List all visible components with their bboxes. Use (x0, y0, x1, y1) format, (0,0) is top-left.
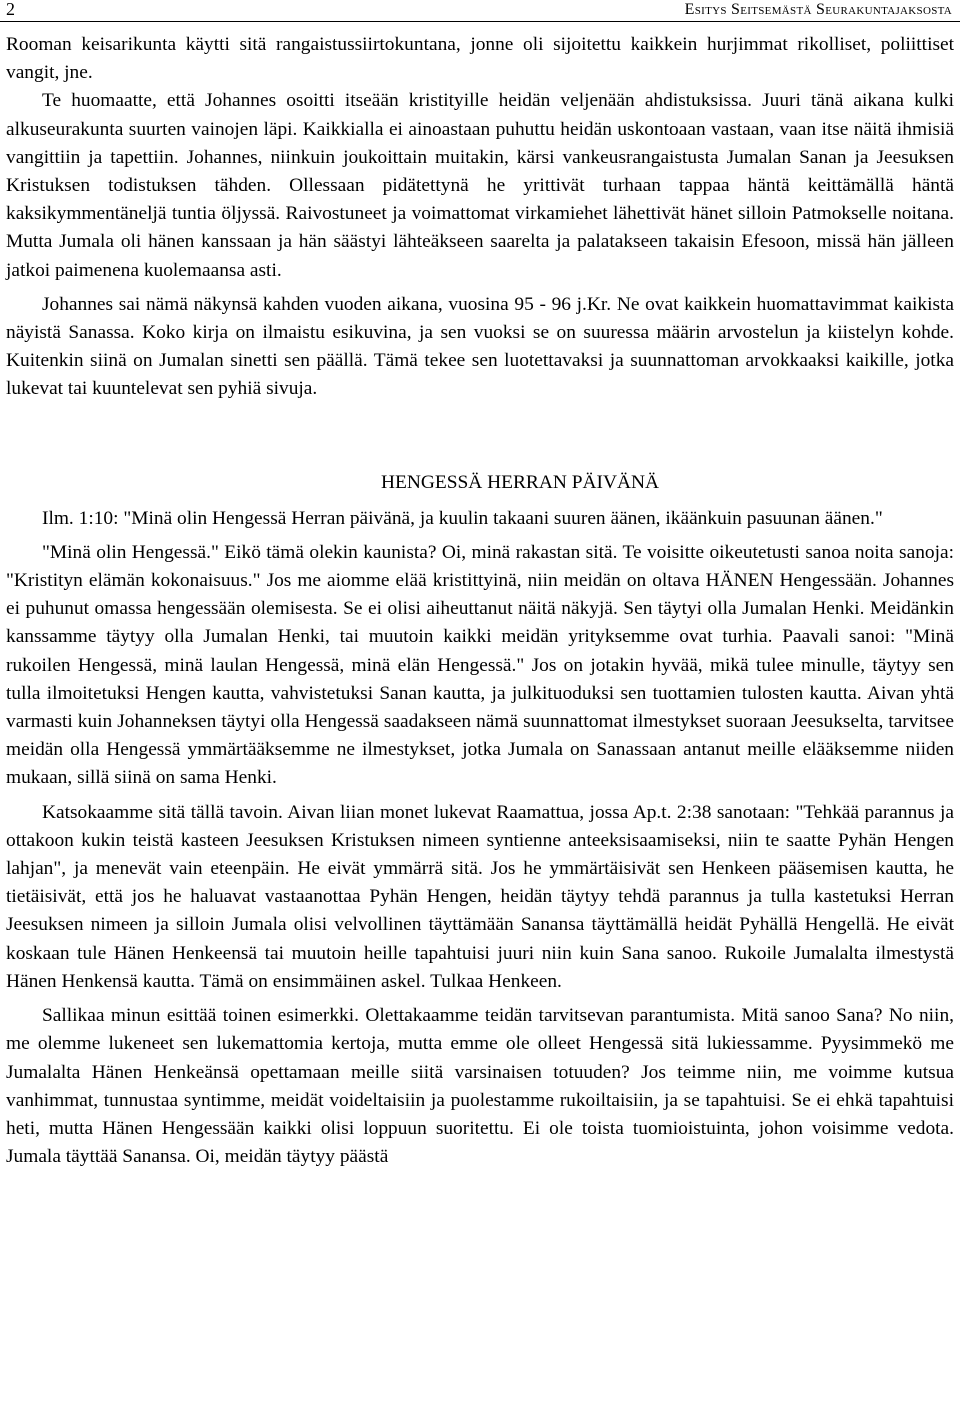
page-number: 2 (6, 0, 15, 19)
paragraph-2: Te huomaatte, että Johannes osoitti itseään kristityille heidän veljenään ahdistuksissa. Juuri tänä aikana kulki alkuseurakunta suurten vainojen läpi. Kaikkialla ei ainoastaan puhuttu heidän uskontoaan vastaan, vaan itse näitä ihmisiä vangittiin ja tapettiin. Johannes, niinkuin joukoittain muitakin, kärsi vankeusrangaistusta Jumalan Sanan ja Jeesuksen Kristuksen todistuksen tähden. Ollessaan pidätettynä he yrittivät turhaan tappaa häntä keittämällä häntä kaksikymmentäneljä tuntia öljyssä. Raivostuneet ja voimattomat virkamiehet lähettivät hänet silloin Patmokselle noitana. Mutta Jumala oli hänen kanssaan ja hän säästyi lähteäkseen saarelta ja palatakseen takaisin Efesoon, missä hän jälleen jatkoi paimenena kuolemaansa asti. (6, 90, 954, 281)
section-heading: HENGESSÄ HERRAN PÄIVÄNÄ (381, 471, 659, 493)
paragraph-3: Johannes sai nämä näkynsä kahden vuoden aikana, vuosina 95 - 96 j.Kr. Ne ovat kaikkein huomattavimmat kaikista näyistä Sanassa. Koko kirja on ilmaistu esikuvina, ja sen vuoksi se on suuressa määrin arvostelun ja kiistelyn kohde. Kuitenkin siinä on Jumalan sinetti sen päällä. Tämä tekee sen luotettavaksi ja suunnattoman arvokkaaksi kaikille, jotka lukevat tai kuuntelevat sen pyhiä sivuja. (6, 293, 954, 400)
paragraph-1: Rooman keisarikunta käytti sitä rangaistussiirtokuntana, jonne oli sijoitettu kaikkein hurjimmat rikolliset, poliittiset vangit, jne. (6, 34, 954, 84)
body-text (6, 31, 954, 1171)
section-paragraph-3: Katsokaamme sitä tällä tavoin. Aivan liian monet lukevat Raamattua, jossa Ap.t. 2:38 sanotaan: "Tehkää parannus ja ottakoon kukin teistä kasteen Jeesuksen Kristuksen nimeen syntienne anteeksisaamiseksi, niin te saatte Pyhän Hengen lahjan", ja menevät vain eteenpäin. He eivät ymmärrä sitä. Jos he ymmärtäisivät sen Henkeen pääsemisen kautta, he tietäisivät, että jos he haluavat vastaanottaa Pyhän Hengen, heidän täytyy tehdä parannus ja tulla kastetuksi Herran Jeesuksen nimeen ja silloin Jumala olisi velvollinen täyttämään Sanansa täyttämällä heidät Pyhällä Hengellä. He eivät koskaan tule Hänen Henkeensä tai muutoin heille tapahtuisi juuri niin kuin Sana sanoo. Rukoile Jumalalta ilmestystä Hänen Henkensä kautta. Tämä on ensimmäinen askel. Tulkaa Henkeen. (6, 801, 954, 992)
section-paragraph-1: Ilm. 1:10: "Minä olin Hengessä Herran päivänä, ja kuulin takaani suuren äänen, ikäänkuin pasuunan äänen." (42, 507, 883, 529)
page-header (0, 0, 960, 22)
running-head: Esitys Seitsemästä Seurakuntajaksosta (684, 1, 952, 18)
section-paragraph-2: "Minä olin Hengessä." Eikö tämä olekin kaunista? Oi, minä rakastan sitä. Te voisitte oikeutetusti sanoa noita sanoja: "Kristityn elämän kokonaisuus." Jos me aiomme elää kristittyinä, niin meidän on oltava HÄNEN Hengessään. Johannes ei puhunut omassa hengessään olemisesta. Se ei olisi aiheuttanut näitä näkyjä. Sen täytyi olla Jumalan Henki. Meidänkin kanssamme täytyy olla Jumalan Henki, tai muutoin kaikki meidän yrityksemme ovat turhia. Paavali sanoi: "Minä rukoilen Hengessä, minä laulan Hengessä, minä elän Hengessä." Jos on jotakin hyvää, mikä tulee minulle, täytyy sen tulla ilmoitetuksi Hengen kautta, vahvistetuksi Sanan kautta, ja julkituoduksi sen tuottamien tulosten kautta. Aivan yhtä varmasti kuin Johanneksen täytyi olla Hengessä saadakseen nämä suunnattomat ilmestykset suoraan Jeesukselta, tarvitsee meidän olla Hengessä ymmärtääksemme ne ilmestykset, jotka Jumala on Sanassaan antanut meille elääksemme niiden mukaan, sillä siinä on sama Henki. (6, 541, 954, 789)
section-paragraph-4: Sallikaa minun esittää toinen esimerkki. Olettakaamme teidän tarvitsevan parantumista. Mitä sanoo Sana? No niin, me olemme lukeneet sen lukemattomia kertoja, mutta emme ole olleet Hengessä sitä lukiessamme. Pyysimmekö me Jumalalta Hänen Henkeänsä opettamaan meille siitä varsinaisen totuuden? Jos teimme niin, me voimme kutsua vanhimmat, tunnustaa syntimme, meidät voideltaisiin ja puolestamme rukoiltaisiin, ja se tapahtuisi. Se ei ehkä tapahtuisi heti, mutta Hänen Hengessään kaikki olisi loppuun suoritettu. Ei ole toista tuomioistuinta, johon voisimme vedota. Jumala täyttää Sanansa. Oi, meidän täytyy päästä (6, 1005, 954, 1168)
